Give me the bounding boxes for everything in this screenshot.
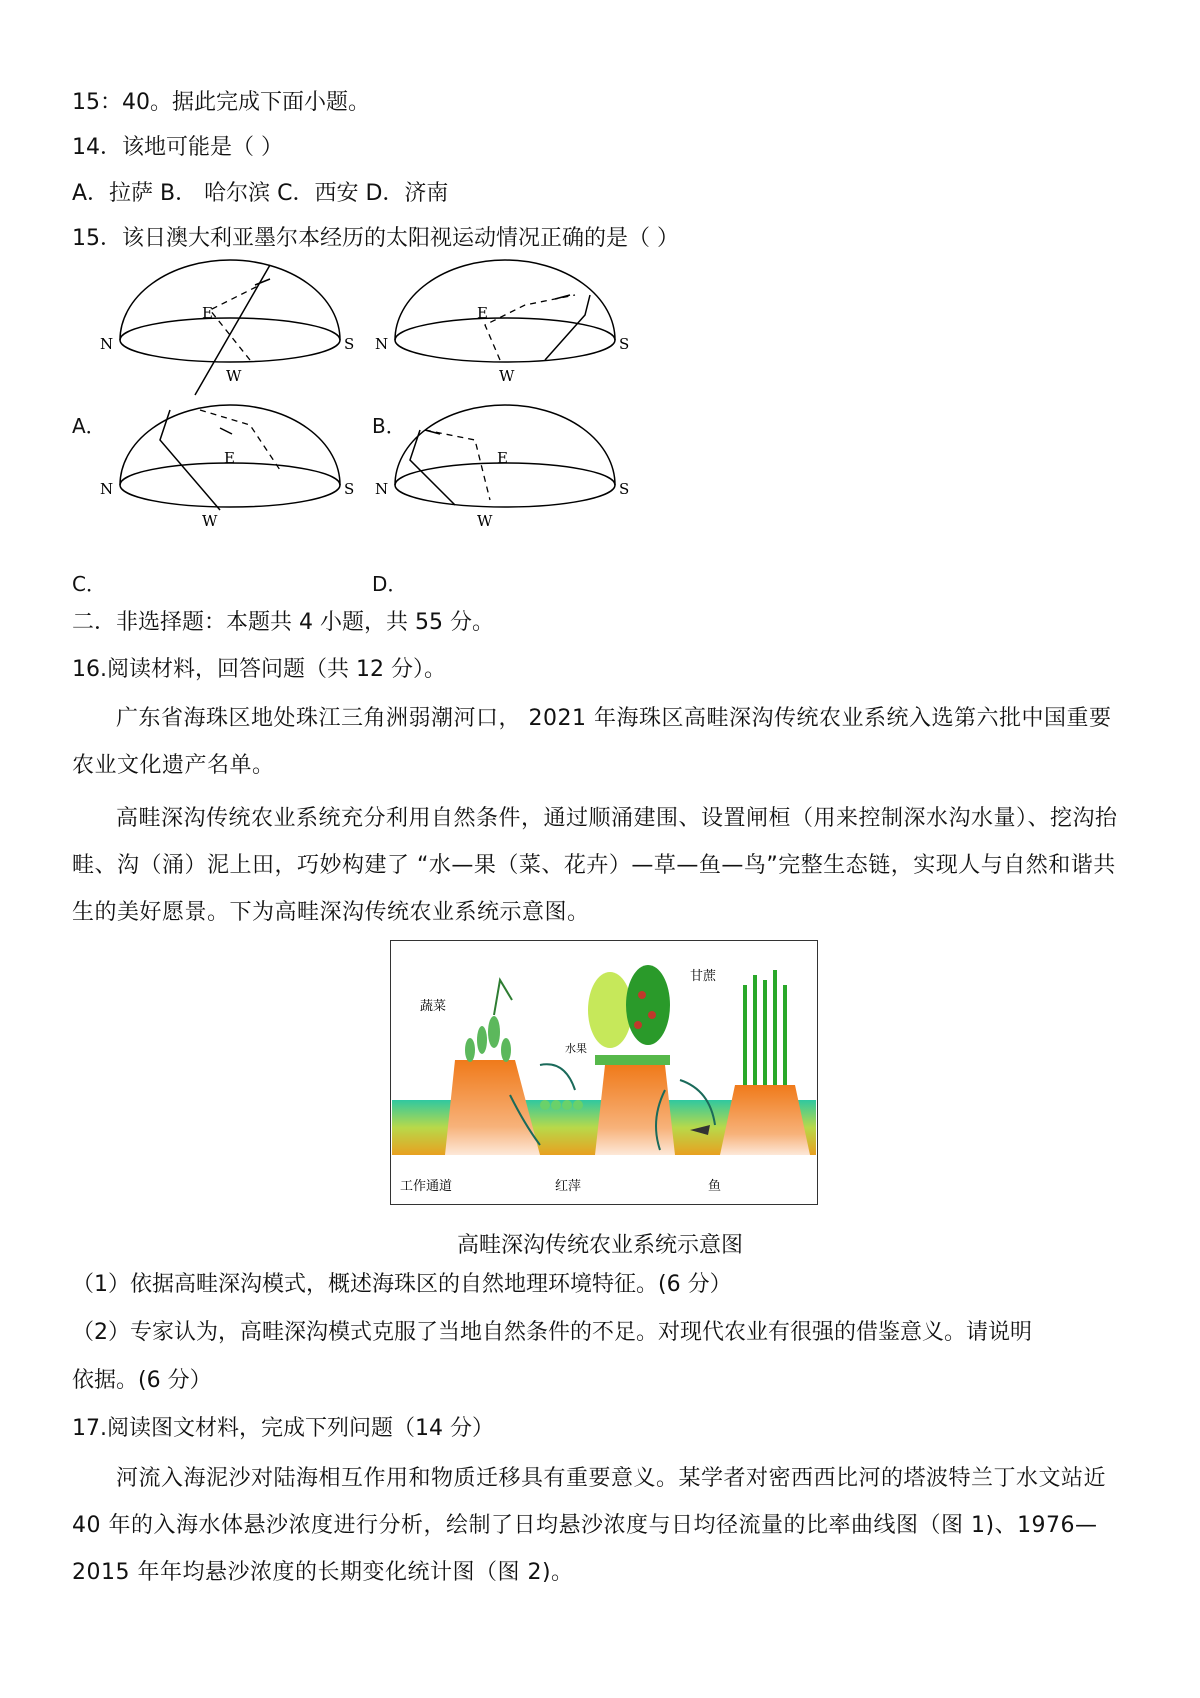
raised-bed-sugarcane xyxy=(720,1085,810,1155)
label-fruit: 水果 xyxy=(565,1042,587,1055)
dome-d-e: E xyxy=(497,449,508,467)
raised-bed-fruit xyxy=(595,1065,675,1155)
question-16-heading: 16.阅读材料，回答问题（共 12 分）。 xyxy=(72,657,446,682)
label-azolla: 红萍 xyxy=(555,1179,582,1194)
question-16-part-2: （2）专家认为，高畦深沟模式克服了当地自然条件的不足。对现代农业有很强的借鉴意义。请说明 xyxy=(72,1320,1033,1345)
farm-diagram-caption: 高畦深沟传统农业系统示意图 xyxy=(456,1233,743,1258)
dome-d-w: W xyxy=(477,512,493,530)
dome-d-s: S xyxy=(619,480,630,498)
dome-diagram-d xyxy=(375,405,629,530)
dome-a-e: E xyxy=(202,304,213,322)
label-vegetable: 蔬菜 xyxy=(420,999,447,1014)
dome-diagram-c xyxy=(100,405,354,530)
question-16-part-1: （1）依据高畦深沟模式，概述海珠区的自然地理环境特征。(6 分） xyxy=(72,1272,732,1297)
dome-diagram-b xyxy=(375,260,629,385)
question-16-paragraph-1: 广东省海珠区地处珠江三角洲弱潮河口， 2021 年海珠区高畦深沟传统农业系统入选第六批中国重要农业文化遗产名单。 xyxy=(72,706,1112,778)
question-14: 14．该地可能是（ ） xyxy=(72,135,283,160)
dome-c-w: W xyxy=(202,512,218,530)
dome-b-e: E xyxy=(477,304,488,322)
dome-c-e: E xyxy=(224,449,235,467)
dome-b-w: W xyxy=(499,367,515,385)
question-17-heading: 17.阅读图文材料，完成下列问题（14 分） xyxy=(72,1416,494,1441)
option-b-label: B． xyxy=(372,414,406,438)
question-17-paragraph: 河流入海泥沙对陆海相互作用和物质迁移具有重要意义。某学者对密西西比河的塔波特兰丁水文站近 40 年的入海水体悬沙浓度进行分析，绘制了日均悬沙浓度与日均径流量的比率曲线图（图 1)、1976—2015 年年均悬沙浓度的长期变化统计图（图 2)。 xyxy=(72,1466,1107,1585)
question-14-options: A．拉萨 B． 哈尔滨 C．西安 D．济南 xyxy=(72,181,449,206)
section-2-heading: 二．非选择题：本题共 4 小题，共 55 分。 xyxy=(72,610,494,635)
label-work-channel: 工作通道 xyxy=(400,1179,453,1194)
dome-c-s: S xyxy=(344,480,355,498)
question-15: 15．该日澳大利亚墨尔本经历的太阳视运动情况正确的是（ ） xyxy=(72,226,679,251)
question-16-paragraph-2: 高畦深沟传统农业系统充分利用自然条件，通过顺涌建围、设置闸桓（用来控制深水沟水量）、挖沟抬畦、沟（涌）泥上田，巧妙构建了 “水—果（菜、花卉）—草—鱼—鸟”完整生态链，实现人与自然和谐共生的美好愿景。下为高畦深沟传统农业系统示意图。 xyxy=(72,806,1118,925)
dome-b-n: N xyxy=(375,335,389,353)
option-c-label: C． xyxy=(72,572,106,596)
dome-a-n: N xyxy=(100,335,114,353)
dome-d-n: N xyxy=(375,480,389,498)
label-fish: 鱼 xyxy=(708,1179,722,1194)
option-a-label: A． xyxy=(72,414,106,438)
label-sugarcane: 甘蔗 xyxy=(690,969,717,984)
option-d-label: D． xyxy=(372,572,408,596)
intro-line: 15：40。据此完成下面小题。 xyxy=(72,90,370,115)
sun-path-diagrams-ab xyxy=(100,255,660,555)
dome-b-s: S xyxy=(619,335,630,353)
dome-c-n: N xyxy=(100,480,114,498)
dome-a-s: S xyxy=(344,335,355,353)
dome-diagram-a xyxy=(100,260,354,395)
question-16-part-2-cont: 依据。(6 分） xyxy=(72,1368,212,1393)
dome-a-w: W xyxy=(226,367,242,385)
farm-system-diagram xyxy=(390,940,818,1205)
